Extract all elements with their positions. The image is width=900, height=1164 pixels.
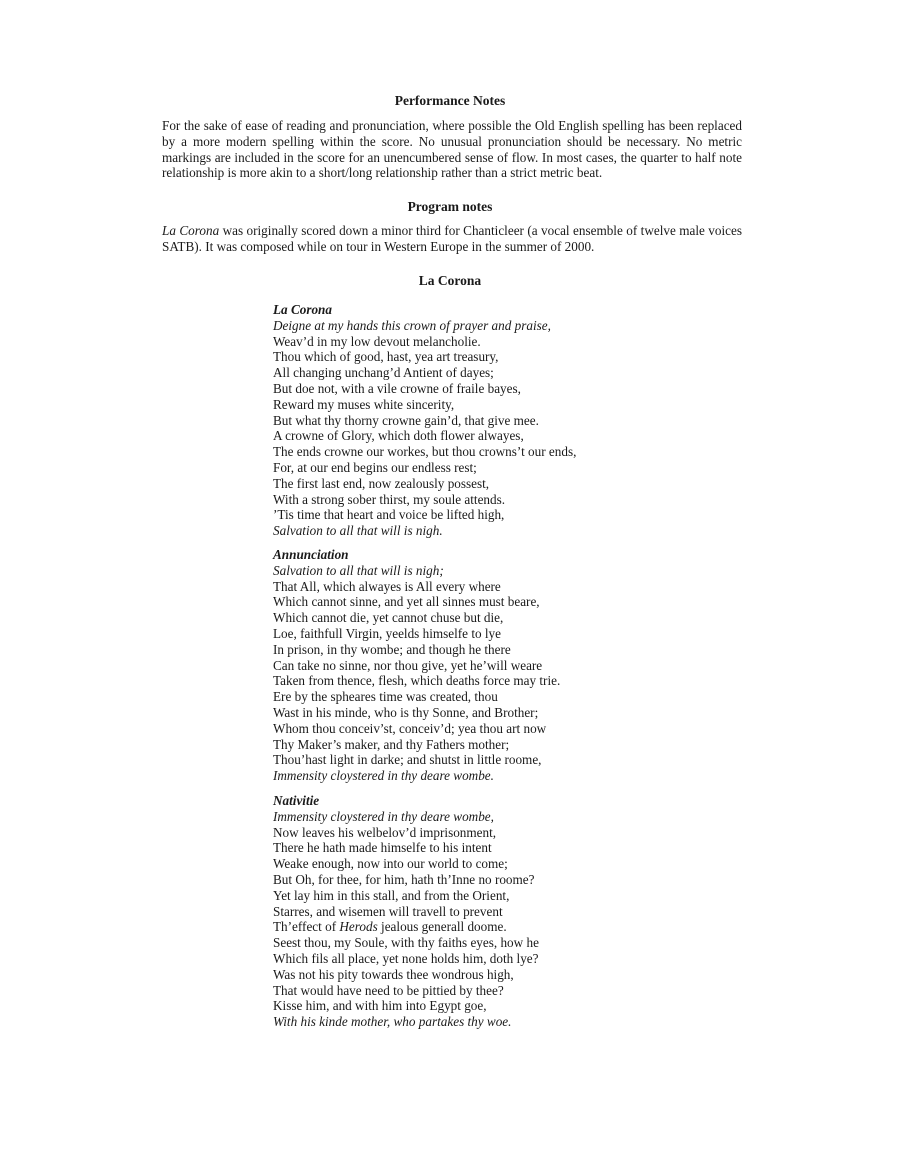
poem-line: Salvation to all that will is nigh; bbox=[273, 562, 444, 578]
poem-line: But doe not, with a vile crowne of fraile bayes, bbox=[273, 380, 521, 396]
poem-line: That would have need to be pittied by thee? bbox=[273, 982, 504, 998]
poem-line: Salvation to all that will is nigh. bbox=[273, 523, 443, 539]
poem-line: Reward my muses white sincerity, bbox=[273, 396, 455, 412]
poem-line: But Oh, for thee, for him, hath th’Inne no roome? bbox=[273, 871, 535, 887]
poem-line: Whom thou conceiv’st, conceiv’d; yea thou art now bbox=[273, 720, 547, 736]
poem-line: A crowne of Glory, which doth flower alwayes, bbox=[273, 428, 524, 444]
poem-line: But what thy thorny crowne gain’d, that give mee. bbox=[273, 412, 539, 428]
poem-line-start: Th’effect of bbox=[273, 919, 340, 935]
poem-section-la-corona bbox=[273, 302, 733, 539]
poem-section-nativitie bbox=[273, 793, 733, 1030]
poem-line: Thou which of good, hast, yea art treasury, bbox=[273, 349, 499, 365]
poem-line: Loe, faithfull Virgin, yeelds himselfe to lye bbox=[273, 625, 501, 641]
performance-notes-text: For the sake of ease of reading and pronunciation, where possible the Old English spelling has been replaced by a more modern spelling within the score. No unusual pronunciation should be necessary. No metric markings are included in the score for an unencumbered sense of flow. In most cases, the quarter to half note relationship is more akin to a short/long relationship rather than a strict metric beat. bbox=[162, 118, 742, 181]
poem-line: Which fils all place, yet none holds him, doth lye? bbox=[273, 950, 539, 966]
poem-line: Thou’hast light in darke; and shutst in little roome, bbox=[273, 752, 542, 768]
poem-line: Kisse him, and with him into Egypt goe, bbox=[273, 998, 487, 1014]
program-notes-body: was originally scored down a minor third for Chanticleer (a vocal ensemble of twelve male voices SATB). It was composed while on tour in Western Europe in the summer of 2000. bbox=[162, 223, 742, 254]
program-notes-work-title: La Corona bbox=[162, 223, 220, 238]
poem-line: For, at our end begins our endless rest; bbox=[273, 459, 477, 475]
poem-line: Wast in his minde, who is thy Sonne, and Brother; bbox=[273, 704, 539, 720]
poem-line: All changing unchang’d Antient of dayes; bbox=[273, 365, 494, 381]
poem-line: The ends crowne our workes, but thou crowns’t our ends, bbox=[273, 444, 577, 460]
poem-heading: La Corona bbox=[418, 273, 482, 288]
herods-name: Herods bbox=[339, 919, 378, 935]
poem-line: Weav’d in my low devout melancholie. bbox=[273, 333, 481, 349]
poem-line: Starres, and wisemen will travell to prevent bbox=[273, 903, 503, 919]
poem-line: The first last end, now zealously possest, bbox=[273, 475, 490, 491]
poem-line: There he hath made himselfe to his intent bbox=[273, 840, 492, 856]
poem-line: Which cannot sinne, and yet all sinnes must beare, bbox=[273, 594, 540, 610]
poem-line: Thy Maker’s maker, and thy Fathers mother; bbox=[273, 736, 510, 752]
poem-line-end: jealous generall doome. bbox=[377, 919, 507, 935]
poem-line: In prison, in thy wombe; and though he there bbox=[273, 641, 511, 657]
poem-line: Can take no sinne, nor thou give, yet he’will weare bbox=[273, 657, 543, 673]
poem-line: Weake enough, now into our world to come; bbox=[273, 856, 508, 872]
poem-line: ’Tis time that heart and voice be lifted high, bbox=[273, 507, 505, 523]
poem-line: Now leaves his welbelov’d imprisonment, bbox=[273, 824, 497, 840]
performance-notes-heading: Performance Notes bbox=[394, 93, 506, 108]
section-title: Annunciation bbox=[273, 547, 349, 562]
poem-line: With his kinde mother, who partakes thy woe. bbox=[273, 1014, 512, 1030]
poem-line: Seest thou, my Soule, with thy faiths eyes, how he bbox=[273, 935, 539, 951]
program-notes-text bbox=[162, 223, 742, 255]
poem-line: Ere by the spheares time was created, thou bbox=[273, 689, 498, 705]
poem-line: Taken from thence, flesh, which deaths force may trie. bbox=[273, 673, 561, 689]
poem-line: Deigne at my hands this crown of prayer and praise, bbox=[273, 317, 551, 333]
poem-line: Immensity cloystered in thy deare wombe. bbox=[273, 768, 494, 784]
poem-line: With a strong sober thirst, my soule attends. bbox=[273, 491, 506, 507]
poem-line: Yet lay him in this stall, and from the Orient, bbox=[273, 887, 510, 903]
program-notes-heading: Program notes bbox=[407, 199, 493, 214]
poem-line: That All, which alwayes is All every where bbox=[273, 578, 501, 594]
poem-line: Was not his pity towards thee wondrous high, bbox=[273, 966, 514, 982]
section-title: La Corona bbox=[273, 302, 332, 317]
poem-line: Immensity cloystered in thy deare wombe, bbox=[273, 808, 494, 824]
poem-line bbox=[273, 919, 733, 935]
section-title: Nativitie bbox=[273, 793, 320, 808]
poem-line: Which cannot die, yet cannot chuse but die, bbox=[273, 610, 504, 626]
poem-section-annunciation bbox=[273, 547, 733, 784]
